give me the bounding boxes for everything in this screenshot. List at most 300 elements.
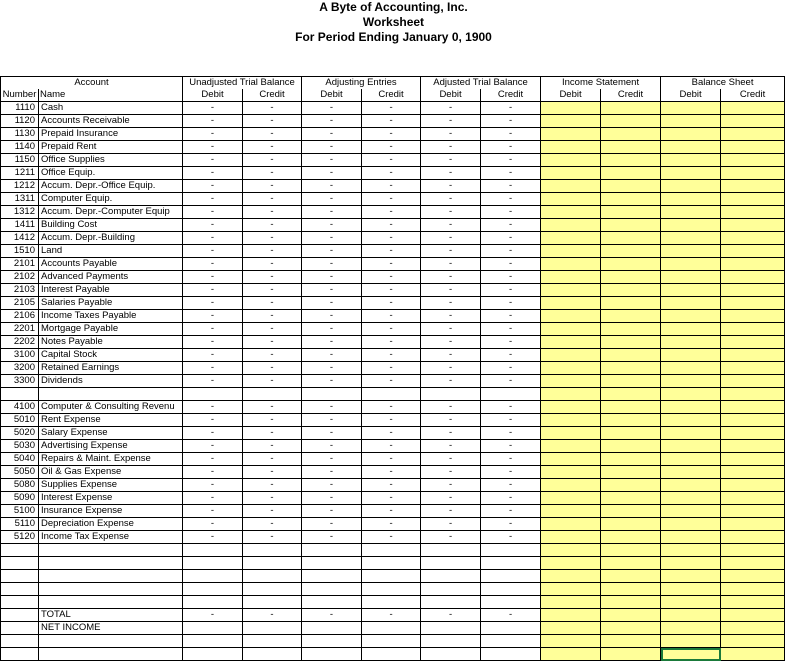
account-name-cell[interactable]: Cash	[39, 102, 183, 115]
empty-cell[interactable]	[481, 635, 541, 648]
highlight-cell[interactable]	[661, 206, 721, 219]
highlight-cell[interactable]	[721, 336, 785, 349]
account-number-cell[interactable]: 2101	[1, 258, 39, 271]
highlight-cell[interactable]	[541, 466, 601, 479]
highlight-cell[interactable]	[601, 180, 661, 193]
highlight-cell[interactable]	[661, 323, 721, 336]
highlight-cell[interactable]	[601, 622, 661, 635]
empty-cell[interactable]	[421, 570, 481, 583]
amount-cell[interactable]: -	[243, 232, 302, 245]
amount-cell[interactable]: -	[362, 466, 421, 479]
empty-cell[interactable]	[39, 583, 183, 596]
account-name-cell[interactable]: Accum. Depr.-Building	[39, 232, 183, 245]
highlight-cell[interactable]	[721, 271, 785, 284]
amount-cell[interactable]: -	[362, 128, 421, 141]
highlight-cell[interactable]	[721, 375, 785, 388]
highlight-cell[interactable]	[601, 505, 661, 518]
amount-cell[interactable]: -	[481, 219, 541, 232]
amount-cell[interactable]: -	[183, 297, 243, 310]
amount-cell[interactable]: -	[421, 193, 481, 206]
amount-cell[interactable]: -	[302, 128, 362, 141]
account-name-cell[interactable]: Computer Equip.	[39, 193, 183, 206]
account-name-cell[interactable]: Accounts Receivable	[39, 115, 183, 128]
empty-cell[interactable]	[243, 596, 302, 609]
amount-cell[interactable]: -	[243, 258, 302, 271]
highlight-cell[interactable]	[541, 102, 601, 115]
highlight-cell[interactable]	[661, 336, 721, 349]
empty-cell[interactable]	[39, 648, 183, 661]
amount-cell[interactable]: -	[421, 141, 481, 154]
amount-cell[interactable]	[183, 622, 243, 635]
empty-cell[interactable]	[1, 609, 39, 622]
highlight-cell[interactable]	[601, 297, 661, 310]
amount-cell[interactable]: -	[481, 349, 541, 362]
selected-cell[interactable]	[661, 648, 721, 661]
highlight-cell[interactable]	[721, 518, 785, 531]
highlight-cell[interactable]	[661, 544, 721, 557]
highlight-cell[interactable]	[601, 557, 661, 570]
account-number-cell[interactable]: 5080	[1, 479, 39, 492]
highlight-cell[interactable]	[601, 206, 661, 219]
amount-cell[interactable]: -	[243, 453, 302, 466]
highlight-cell[interactable]	[601, 245, 661, 258]
highlight-cell[interactable]	[601, 401, 661, 414]
amount-cell[interactable]	[421, 622, 481, 635]
amount-cell[interactable]: -	[302, 505, 362, 518]
empty-cell[interactable]	[39, 544, 183, 557]
account-number-cell[interactable]: 2102	[1, 271, 39, 284]
highlight-cell[interactable]	[721, 362, 785, 375]
amount-cell[interactable]: -	[362, 609, 421, 622]
account-name-cell[interactable]: Oil & Gas Expense	[39, 466, 183, 479]
highlight-cell[interactable]	[601, 453, 661, 466]
highlight-cell[interactable]	[721, 401, 785, 414]
empty-cell[interactable]	[1, 622, 39, 635]
account-number-cell[interactable]: 5020	[1, 427, 39, 440]
amount-cell[interactable]: -	[362, 336, 421, 349]
amount-cell[interactable]: -	[243, 466, 302, 479]
account-number-cell[interactable]: 5030	[1, 440, 39, 453]
highlight-cell[interactable]	[601, 284, 661, 297]
amount-cell[interactable]: -	[362, 284, 421, 297]
amount-cell[interactable]: -	[302, 427, 362, 440]
amount-cell[interactable]: -	[421, 310, 481, 323]
highlight-cell[interactable]	[721, 414, 785, 427]
amount-cell[interactable]: -	[481, 271, 541, 284]
highlight-cell[interactable]	[541, 518, 601, 531]
highlight-cell[interactable]	[541, 141, 601, 154]
account-number-cell[interactable]: 5100	[1, 505, 39, 518]
empty-cell[interactable]	[243, 583, 302, 596]
amount-cell[interactable]: -	[302, 297, 362, 310]
empty-cell[interactable]	[481, 570, 541, 583]
amount-cell[interactable]: -	[302, 323, 362, 336]
highlight-cell[interactable]	[601, 531, 661, 544]
account-name-cell[interactable]: Income Taxes Payable	[39, 310, 183, 323]
amount-cell[interactable]: -	[481, 531, 541, 544]
highlight-cell[interactable]	[541, 531, 601, 544]
account-number-cell[interactable]: 2201	[1, 323, 39, 336]
empty-cell[interactable]	[183, 583, 243, 596]
highlight-cell[interactable]	[661, 141, 721, 154]
highlight-cell[interactable]	[661, 388, 721, 401]
empty-cell[interactable]	[1, 635, 39, 648]
amount-cell[interactable]: -	[481, 414, 541, 427]
account-number-cell[interactable]: 1311	[1, 193, 39, 206]
amount-cell[interactable]: -	[183, 180, 243, 193]
highlight-cell[interactable]	[541, 128, 601, 141]
amount-cell[interactable]: -	[421, 258, 481, 271]
amount-cell[interactable]: -	[302, 141, 362, 154]
amount-cell[interactable]: -	[421, 219, 481, 232]
account-name-cell[interactable]: Advertising Expense	[39, 440, 183, 453]
empty-cell[interactable]	[302, 635, 362, 648]
amount-cell[interactable]: -	[481, 466, 541, 479]
amount-cell[interactable]: -	[302, 167, 362, 180]
account-number-cell[interactable]: 1312	[1, 206, 39, 219]
amount-cell[interactable]: -	[362, 505, 421, 518]
amount-cell[interactable]: -	[421, 362, 481, 375]
highlight-cell[interactable]	[601, 479, 661, 492]
amount-cell[interactable]	[243, 622, 302, 635]
amount-cell[interactable]: -	[302, 310, 362, 323]
highlight-cell[interactable]	[661, 232, 721, 245]
account-name-cell[interactable]: Supplies Expense	[39, 479, 183, 492]
amount-cell[interactable]: -	[362, 219, 421, 232]
highlight-cell[interactable]	[601, 440, 661, 453]
account-name-cell[interactable]: Salaries Payable	[39, 297, 183, 310]
highlight-cell[interactable]	[601, 219, 661, 232]
highlight-cell[interactable]	[721, 245, 785, 258]
amount-cell[interactable]: -	[302, 180, 362, 193]
empty-cell[interactable]	[243, 570, 302, 583]
amount-cell[interactable]: -	[421, 414, 481, 427]
highlight-cell[interactable]	[541, 284, 601, 297]
amount-cell[interactable]: -	[362, 271, 421, 284]
empty-cell[interactable]	[39, 596, 183, 609]
account-number-cell[interactable]: 2202	[1, 336, 39, 349]
empty-cell[interactable]	[243, 557, 302, 570]
highlight-cell[interactable]	[661, 440, 721, 453]
highlight-cell[interactable]	[541, 362, 601, 375]
amount-cell[interactable]: -	[302, 518, 362, 531]
amount-cell[interactable]: -	[243, 492, 302, 505]
amount-cell[interactable]: -	[183, 115, 243, 128]
amount-cell[interactable]: -	[362, 453, 421, 466]
highlight-cell[interactable]	[721, 193, 785, 206]
highlight-cell[interactable]	[601, 427, 661, 440]
highlight-cell[interactable]	[541, 245, 601, 258]
account-number-cell[interactable]: 1150	[1, 154, 39, 167]
highlight-cell[interactable]	[541, 583, 601, 596]
amount-cell[interactable]: -	[243, 245, 302, 258]
amount-cell[interactable]: -	[362, 180, 421, 193]
amount-cell[interactable]: -	[183, 479, 243, 492]
highlight-cell[interactable]	[541, 609, 601, 622]
highlight-cell[interactable]	[541, 648, 601, 661]
amount-cell[interactable]: -	[302, 245, 362, 258]
account-name-cell[interactable]: Accounts Payable	[39, 258, 183, 271]
empty-cell[interactable]	[362, 648, 421, 661]
highlight-cell[interactable]	[721, 310, 785, 323]
highlight-cell[interactable]	[721, 219, 785, 232]
account-number-cell[interactable]: 1510	[1, 245, 39, 258]
highlight-cell[interactable]	[721, 466, 785, 479]
amount-cell[interactable]: -	[302, 414, 362, 427]
highlight-cell[interactable]	[601, 141, 661, 154]
amount-cell[interactable]: -	[362, 232, 421, 245]
amount-cell[interactable]: -	[421, 128, 481, 141]
amount-cell[interactable]: -	[183, 440, 243, 453]
amount-cell[interactable]: -	[302, 258, 362, 271]
account-number-cell[interactable]: 5090	[1, 492, 39, 505]
amount-cell[interactable]: -	[421, 505, 481, 518]
highlight-cell[interactable]	[541, 388, 601, 401]
highlight-cell[interactable]	[721, 583, 785, 596]
amount-cell[interactable]: -	[183, 310, 243, 323]
amount-cell[interactable]: -	[243, 128, 302, 141]
highlight-cell[interactable]	[721, 206, 785, 219]
amount-cell[interactable]: -	[243, 518, 302, 531]
account-name-cell[interactable]: Rent Expense	[39, 414, 183, 427]
amount-cell[interactable]: -	[243, 427, 302, 440]
empty-cell[interactable]	[481, 596, 541, 609]
highlight-cell[interactable]	[721, 284, 785, 297]
amount-cell[interactable]: -	[302, 453, 362, 466]
highlight-cell[interactable]	[721, 635, 785, 648]
amount-cell[interactable]: -	[302, 479, 362, 492]
highlight-cell[interactable]	[721, 102, 785, 115]
highlight-cell[interactable]	[601, 570, 661, 583]
amount-cell[interactable]: -	[481, 206, 541, 219]
amount-cell[interactable]: -	[481, 232, 541, 245]
highlight-cell[interactable]	[541, 206, 601, 219]
highlight-cell[interactable]	[721, 622, 785, 635]
amount-cell[interactable]: -	[302, 609, 362, 622]
amount-cell[interactable]: -	[302, 102, 362, 115]
highlight-cell[interactable]	[601, 596, 661, 609]
empty-cell[interactable]	[39, 635, 183, 648]
amount-cell[interactable]: -	[183, 349, 243, 362]
empty-cell[interactable]	[302, 557, 362, 570]
amount-cell[interactable]: -	[183, 609, 243, 622]
highlight-cell[interactable]	[601, 128, 661, 141]
amount-cell[interactable]: -	[243, 180, 302, 193]
highlight-cell[interactable]	[541, 115, 601, 128]
amount-cell[interactable]: -	[183, 414, 243, 427]
highlight-cell[interactable]	[601, 323, 661, 336]
account-name-cell[interactable]: Retained Earnings	[39, 362, 183, 375]
amount-cell[interactable]: -	[183, 492, 243, 505]
amount-cell[interactable]: -	[302, 336, 362, 349]
highlight-cell[interactable]	[661, 297, 721, 310]
empty-cell[interactable]	[183, 557, 243, 570]
amount-cell[interactable]: -	[183, 271, 243, 284]
highlight-cell[interactable]	[721, 258, 785, 271]
highlight-cell[interactable]	[541, 544, 601, 557]
amount-cell[interactable]: -	[243, 401, 302, 414]
account-number-cell[interactable]: 2106	[1, 310, 39, 323]
highlight-cell[interactable]	[721, 492, 785, 505]
highlight-cell[interactable]	[541, 232, 601, 245]
highlight-cell[interactable]	[661, 570, 721, 583]
amount-cell[interactable]: -	[183, 258, 243, 271]
highlight-cell[interactable]	[601, 362, 661, 375]
empty-cell[interactable]	[362, 570, 421, 583]
highlight-cell[interactable]	[661, 128, 721, 141]
amount-cell[interactable]: -	[362, 115, 421, 128]
highlight-cell[interactable]	[661, 310, 721, 323]
amount-cell[interactable]: -	[302, 492, 362, 505]
amount-cell[interactable]: -	[481, 336, 541, 349]
amount-cell[interactable]: -	[481, 440, 541, 453]
amount-cell[interactable]: -	[421, 102, 481, 115]
highlight-cell[interactable]	[541, 479, 601, 492]
highlight-cell[interactable]	[541, 401, 601, 414]
total-row-label[interactable]: TOTAL	[39, 609, 183, 622]
highlight-cell[interactable]	[541, 154, 601, 167]
highlight-cell[interactable]	[541, 193, 601, 206]
empty-cell[interactable]	[421, 557, 481, 570]
account-number-cell[interactable]: 3300	[1, 375, 39, 388]
highlight-cell[interactable]	[541, 258, 601, 271]
amount-cell[interactable]: -	[481, 284, 541, 297]
amount-cell[interactable]: -	[243, 154, 302, 167]
highlight-cell[interactable]	[661, 362, 721, 375]
amount-cell[interactable]: -	[421, 492, 481, 505]
amount-cell[interactable]: -	[421, 375, 481, 388]
amount-cell[interactable]: -	[183, 336, 243, 349]
amount-cell[interactable]: -	[481, 245, 541, 258]
account-name-cell[interactable]: Mortgage Payable	[39, 323, 183, 336]
amount-cell[interactable]	[302, 622, 362, 635]
highlight-cell[interactable]	[601, 232, 661, 245]
highlight-cell[interactable]	[601, 375, 661, 388]
amount-cell[interactable]: -	[481, 297, 541, 310]
account-name-cell[interactable]: Computer & Consulting Revenu	[39, 401, 183, 414]
empty-cell[interactable]	[421, 635, 481, 648]
amount-cell[interactable]: -	[183, 362, 243, 375]
highlight-cell[interactable]	[661, 375, 721, 388]
account-number-cell[interactable]: 3100	[1, 349, 39, 362]
amount-cell[interactable]: -	[481, 310, 541, 323]
highlight-cell[interactable]	[721, 349, 785, 362]
highlight-cell[interactable]	[541, 440, 601, 453]
amount-cell[interactable]: -	[421, 167, 481, 180]
account-name-cell[interactable]: Office Supplies	[39, 154, 183, 167]
highlight-cell[interactable]	[541, 167, 601, 180]
amount-cell[interactable]: -	[183, 505, 243, 518]
highlight-cell[interactable]	[721, 596, 785, 609]
highlight-cell[interactable]	[601, 648, 661, 661]
amount-cell[interactable]: -	[362, 414, 421, 427]
amount-cell[interactable]: -	[183, 323, 243, 336]
amount-cell[interactable]: -	[362, 401, 421, 414]
amount-cell[interactable]: -	[302, 284, 362, 297]
amount-cell[interactable]: -	[243, 141, 302, 154]
amount-cell[interactable]: -	[243, 336, 302, 349]
account-number-cell[interactable]: 1120	[1, 115, 39, 128]
amount-cell[interactable]: -	[481, 258, 541, 271]
highlight-cell[interactable]	[721, 128, 785, 141]
empty-cell[interactable]	[243, 635, 302, 648]
amount-cell[interactable]: -	[481, 453, 541, 466]
highlight-cell[interactable]	[721, 570, 785, 583]
amount-cell[interactable]: -	[302, 219, 362, 232]
amount-cell[interactable]: -	[481, 115, 541, 128]
amount-cell[interactable]: -	[362, 258, 421, 271]
amount-cell[interactable]: -	[243, 271, 302, 284]
empty-cell[interactable]	[39, 570, 183, 583]
amount-cell[interactable]: -	[481, 323, 541, 336]
amount-cell[interactable]: -	[421, 180, 481, 193]
highlight-cell[interactable]	[661, 596, 721, 609]
amount-cell[interactable]: -	[421, 232, 481, 245]
amount-cell[interactable]: -	[481, 141, 541, 154]
highlight-cell[interactable]	[601, 310, 661, 323]
highlight-cell[interactable]	[721, 648, 785, 661]
highlight-cell[interactable]	[661, 167, 721, 180]
amount-cell[interactable]: -	[421, 271, 481, 284]
amount-cell[interactable]: -	[421, 245, 481, 258]
account-number-cell[interactable]: 1140	[1, 141, 39, 154]
empty-cell[interactable]	[362, 557, 421, 570]
highlight-cell[interactable]	[721, 141, 785, 154]
amount-cell[interactable]: -	[302, 466, 362, 479]
account-name-cell[interactable]: Land	[39, 245, 183, 258]
highlight-cell[interactable]	[661, 557, 721, 570]
amount-cell[interactable]: -	[421, 518, 481, 531]
empty-cell[interactable]	[183, 648, 243, 661]
amount-cell[interactable]: -	[421, 453, 481, 466]
amount-cell[interactable]: -	[302, 362, 362, 375]
empty-cell[interactable]	[362, 596, 421, 609]
account-number-cell[interactable]: 5040	[1, 453, 39, 466]
net-income-row-label[interactable]: NET INCOME	[39, 622, 183, 635]
highlight-cell[interactable]	[601, 388, 661, 401]
empty-cell[interactable]	[243, 388, 302, 401]
empty-cell[interactable]	[243, 648, 302, 661]
amount-cell[interactable]	[481, 622, 541, 635]
highlight-cell[interactable]	[601, 336, 661, 349]
account-name-cell[interactable]: Advanced Payments	[39, 271, 183, 284]
account-name-cell[interactable]: Building Cost	[39, 219, 183, 232]
amount-cell[interactable]: -	[362, 375, 421, 388]
highlight-cell[interactable]	[601, 466, 661, 479]
empty-cell[interactable]	[39, 388, 183, 401]
highlight-cell[interactable]	[541, 271, 601, 284]
empty-cell[interactable]	[481, 388, 541, 401]
amount-cell[interactable]: -	[421, 323, 481, 336]
amount-cell[interactable]: -	[243, 479, 302, 492]
highlight-cell[interactable]	[541, 635, 601, 648]
highlight-cell[interactable]	[541, 570, 601, 583]
account-number-cell[interactable]: 4100	[1, 401, 39, 414]
amount-cell[interactable]: -	[362, 349, 421, 362]
highlight-cell[interactable]	[721, 323, 785, 336]
amount-cell[interactable]: -	[243, 102, 302, 115]
amount-cell[interactable]: -	[302, 401, 362, 414]
amount-cell[interactable]: -	[183, 232, 243, 245]
amount-cell[interactable]: -	[183, 206, 243, 219]
empty-cell[interactable]	[421, 596, 481, 609]
amount-cell[interactable]: -	[481, 609, 541, 622]
amount-cell[interactable]: -	[481, 401, 541, 414]
amount-cell[interactable]: -	[481, 375, 541, 388]
amount-cell[interactable]	[362, 622, 421, 635]
amount-cell[interactable]: -	[302, 232, 362, 245]
amount-cell[interactable]: -	[302, 115, 362, 128]
